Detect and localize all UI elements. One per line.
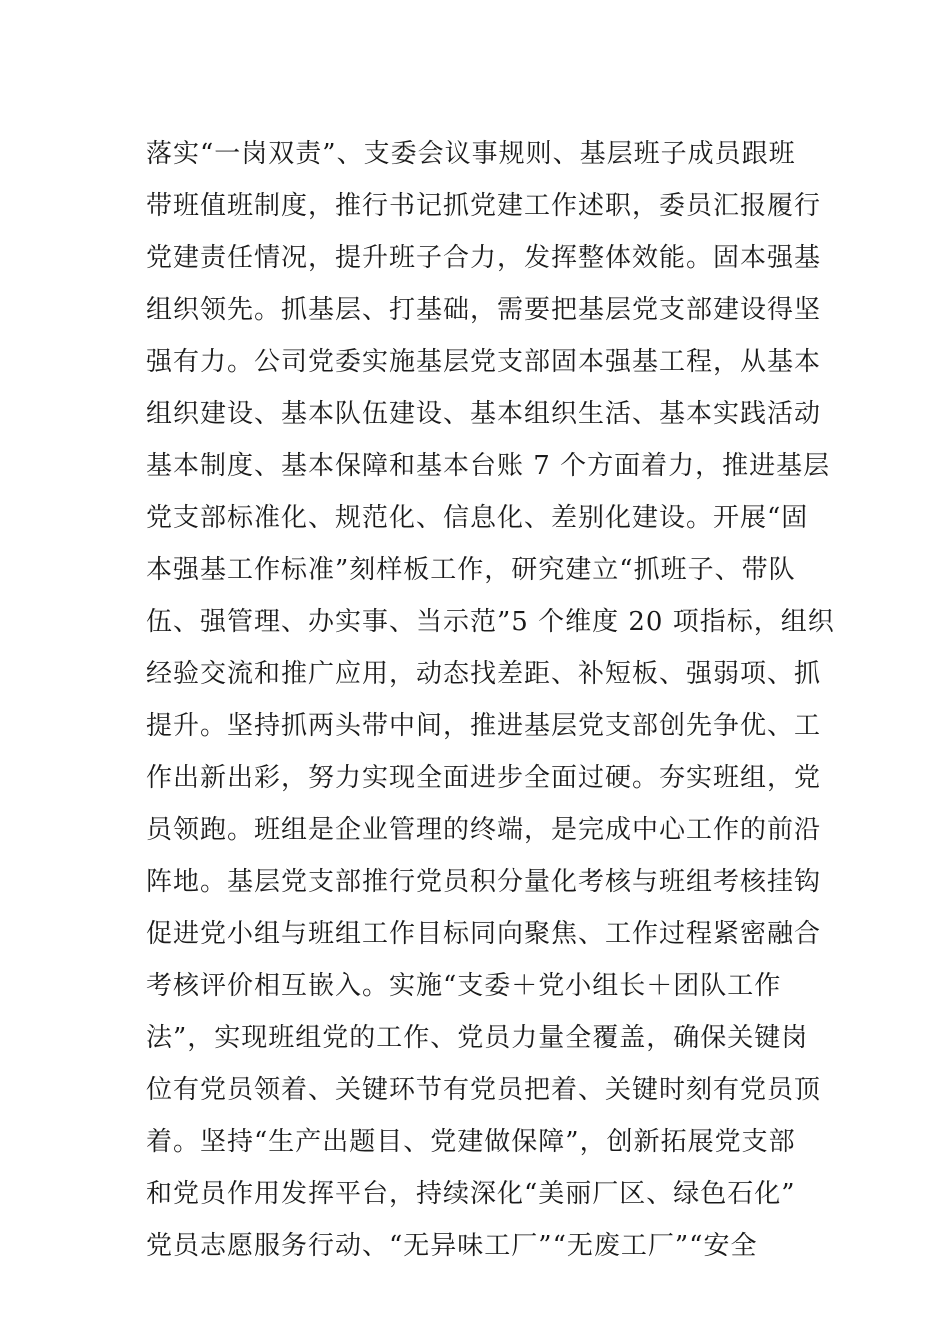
text-line: 法”，实现班组党的工作、党员力量全覆盖，确保关键岗 bbox=[146, 1023, 809, 1053]
text-line: 位有党员领着、关键环节有党员把着、关键时刻有党员顶 bbox=[146, 1075, 822, 1105]
text-line: 党建责任情况，提升班子合力，发挥整体效能。固本强基 bbox=[146, 243, 822, 273]
text-line: 带班值班制度，推行书记抓党建工作述职，委员汇报履行 bbox=[146, 191, 822, 221]
text-line: 党员志愿服务行动、“无异味工厂”“无废工厂”“安全 bbox=[146, 1231, 758, 1261]
text-line: 作出新出彩，努力实现全面进步全面过硬。夯实班组，党 bbox=[146, 763, 822, 793]
text-line: 伍、强管理、办实事、当示范”5 个维度 20 项指标，组织 bbox=[146, 607, 835, 637]
text-line: 本强基工作标准”刻样板工作，研究建立“抓班子、带队 bbox=[146, 555, 796, 585]
text-line: 党支部标准化、规范化、信息化、差别化建设。开展“固 bbox=[146, 503, 809, 533]
text-line: 促进党小组与班组工作目标同向聚焦、工作过程紧密融合 bbox=[146, 919, 822, 949]
text-line: 强有力。公司党委实施基层党支部固本强基工程，从基本 bbox=[146, 347, 822, 377]
text-line: 员领跑。班组是企业管理的终端，是完成中心工作的前沿 bbox=[146, 815, 822, 845]
text-line: 考核评价相互嵌入。实施“支委＋党小组长＋团队工作 bbox=[146, 971, 782, 1001]
text-line: 和党员作用发挥平台，持续深化“美丽厂区、绿色石化” bbox=[146, 1179, 796, 1209]
body-paragraph bbox=[146, 128, 835, 1272]
text-line: 阵地。基层党支部推行党员积分量化考核与班组考核挂钩 bbox=[146, 867, 822, 897]
text-line: 着。坚持“生产出题目、党建做保障”，创新拓展党支部 bbox=[146, 1127, 796, 1157]
text-line: 落实“一岗双责”、支委会议事规则、基层班子成员跟班 bbox=[146, 139, 796, 169]
text-line: 基本制度、基本保障和基本台账 7 个方面着力，推进基层 bbox=[146, 451, 831, 481]
text-line: 提升。坚持抓两头带中间，推进基层党支部创先争优、工 bbox=[146, 711, 822, 741]
text-line: 组织领先。抓基层、打基础，需要把基层党支部建设得坚 bbox=[146, 295, 822, 325]
text-line: 组织建设、基本队伍建设、基本组织生活、基本实践活动 bbox=[146, 399, 822, 429]
text-line: 经验交流和推广应用，动态找差距、补短板、强弱项、抓 bbox=[146, 659, 822, 689]
